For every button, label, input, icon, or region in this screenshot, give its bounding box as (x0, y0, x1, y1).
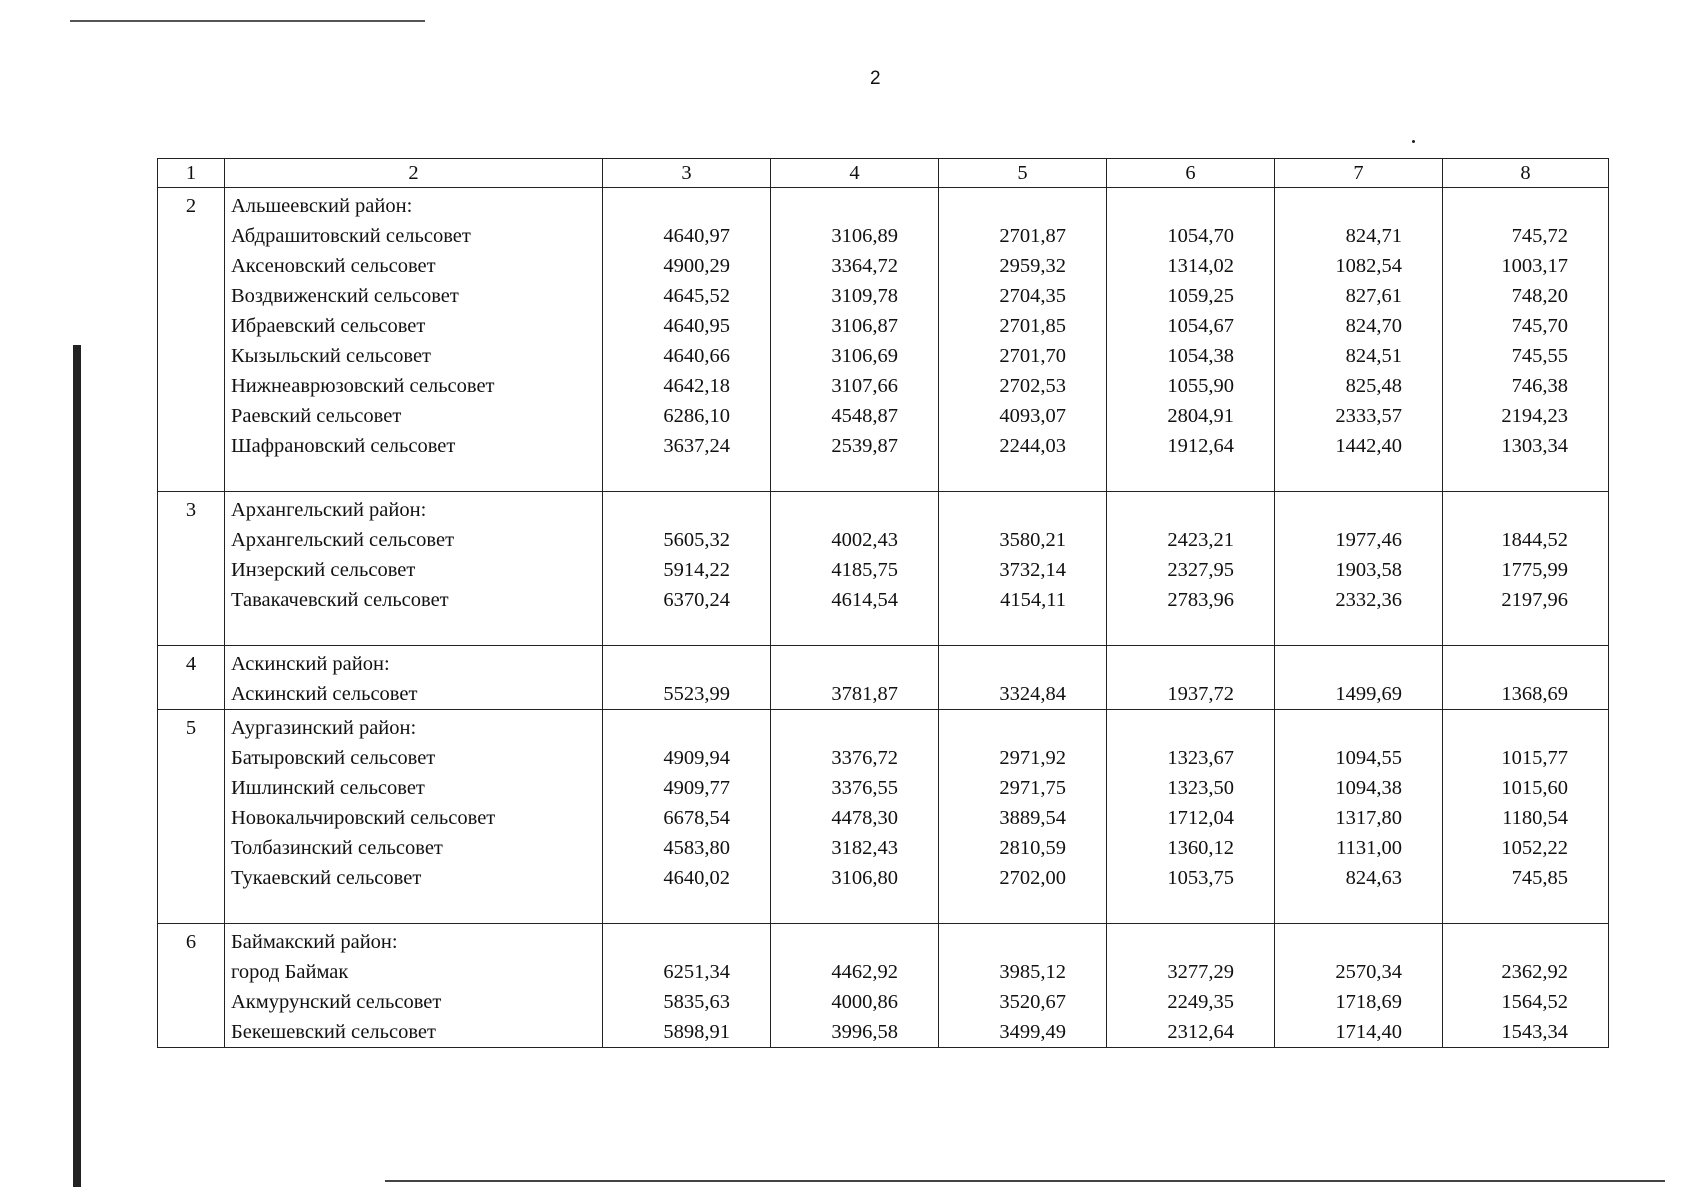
settlement-name: Ибраевский сельсовет (231, 315, 426, 337)
settlement-name: Толбазинский сельсовет (231, 837, 443, 859)
value-cell: 3520,67 (999, 991, 1066, 1013)
value-cell: 746,38 (1511, 375, 1568, 397)
value-cell: 4002,43 (831, 529, 898, 551)
value-cell: 1499,69 (1335, 683, 1402, 705)
value-cell: 1053,75 (1167, 867, 1234, 889)
value-cell: 1442,40 (1335, 435, 1402, 457)
value-cell: 745,70 (1511, 315, 1568, 337)
value-cell: 3106,87 (831, 315, 898, 337)
settlement-name: Ишлинский сельсовет (231, 777, 425, 799)
settlement-name: Бекешевский сельсовет (231, 1021, 436, 1043)
value-cell: 1775,99 (1501, 559, 1568, 581)
value-column-4-cell (771, 492, 939, 646)
value-column-8-cell (1443, 924, 1609, 1048)
settlement-name: Акмурунский сельсовет (231, 991, 442, 1013)
value-cell: 6678,54 (663, 807, 730, 829)
value-cell: 1059,25 (1167, 285, 1234, 307)
settlement-name: Батыровский сельсовет (231, 747, 436, 769)
value-cell: 825,48 (1345, 375, 1402, 397)
settlement-name: Новокальчировский сельсовет (231, 807, 496, 829)
value-column-6-cell (1107, 188, 1275, 492)
value-cell: 6370,24 (663, 589, 730, 611)
value-cell: 2701,87 (999, 225, 1066, 247)
value-cell: 3996,58 (831, 1021, 898, 1043)
data-table (157, 158, 1609, 1048)
value-cell: 2539,87 (831, 435, 898, 457)
value-column-6-cell (1107, 492, 1275, 646)
value-cell: 5523,99 (663, 683, 730, 705)
district-group-row (158, 492, 1609, 646)
value-cell: 3637,24 (663, 435, 730, 457)
value-column-6-cell (1107, 710, 1275, 924)
value-cell: 3182,43 (831, 837, 898, 859)
value-cell: 2327,95 (1167, 559, 1234, 581)
value-cell: 1714,40 (1335, 1021, 1402, 1043)
district-title: Архангельский район: (231, 499, 427, 521)
value-column-5-cell (939, 188, 1107, 492)
settlement-name: Кызыльский сельсовет (231, 345, 432, 367)
value-cell: 4154,11 (1000, 589, 1066, 611)
district-group-row (158, 710, 1609, 924)
value-cell: 4640,97 (663, 225, 730, 247)
settlement-name: Аскинский сельсовет (231, 683, 418, 705)
value-cell: 4900,29 (663, 255, 730, 277)
value-cell: 824,63 (1345, 867, 1402, 889)
value-cell: 2701,70 (999, 345, 1066, 367)
value-column-5-cell (939, 924, 1107, 1048)
value-cell: 4185,75 (831, 559, 898, 581)
value-cell: 5605,32 (663, 529, 730, 551)
value-cell: 2312,64 (1167, 1021, 1234, 1043)
value-cell: 2249,35 (1167, 991, 1234, 1013)
district-group-row (158, 188, 1609, 492)
value-cell: 1903,58 (1335, 559, 1402, 581)
header-row (158, 159, 1609, 188)
settlement-name: Раевский сельсовет (231, 405, 402, 427)
value-column-6-cell (1107, 646, 1275, 710)
value-cell: 4000,86 (831, 991, 898, 1013)
value-cell: 1094,55 (1335, 747, 1402, 769)
district-title: Альшеевский район: (231, 195, 413, 217)
header-cell: 7 (1275, 159, 1443, 188)
value-cell: 1912,64 (1167, 435, 1234, 457)
value-cell: 745,72 (1511, 225, 1568, 247)
value-cell: 1094,38 (1335, 777, 1402, 799)
value-cell: 4093,07 (999, 405, 1066, 427)
value-cell: 6251,34 (663, 961, 730, 983)
settlement-name: Архангельский сельсовет (231, 529, 455, 551)
value-cell: 1015,77 (1501, 747, 1568, 769)
value-cell: 5898,91 (663, 1021, 730, 1043)
value-cell: 4462,92 (831, 961, 898, 983)
scan-speck (1412, 140, 1415, 143)
value-cell: 4645,52 (663, 285, 730, 307)
value-cell: 4640,95 (663, 315, 730, 337)
settlement-name: Тавакачевский сельсовет (231, 589, 449, 611)
value-cell: 3376,55 (831, 777, 898, 799)
value-cell: 4583,80 (663, 837, 730, 859)
value-cell: 1003,17 (1501, 255, 1568, 277)
value-cell: 1323,67 (1167, 747, 1234, 769)
value-cell: 4614,54 (831, 589, 898, 611)
value-cell: 745,85 (1511, 867, 1568, 889)
value-column-8-cell (1443, 188, 1609, 492)
header-cell: 8 (1443, 159, 1609, 188)
value-cell: 824,70 (1345, 315, 1402, 337)
value-column-4-cell (771, 646, 939, 710)
value-column-7-cell (1275, 188, 1443, 492)
value-column-4-cell (771, 710, 939, 924)
value-column-5-cell (939, 710, 1107, 924)
value-column-3-cell (603, 492, 771, 646)
value-cell: 2783,96 (1167, 589, 1234, 611)
district-number: 3 (158, 492, 225, 646)
value-column-6-cell (1107, 924, 1275, 1048)
scan-border-bar-left (73, 345, 81, 1187)
value-cell: 2362,92 (1501, 961, 1568, 983)
value-cell: 1054,70 (1167, 225, 1234, 247)
value-column-3-cell (603, 646, 771, 710)
value-cell: 5835,63 (663, 991, 730, 1013)
value-cell: 2702,00 (999, 867, 1066, 889)
settlement-name: Тукаевский сельсовет (231, 867, 422, 889)
value-column-7-cell (1275, 646, 1443, 710)
value-cell: 3889,54 (999, 807, 1066, 829)
value-column-3-cell (603, 710, 771, 924)
value-cell: 4909,94 (663, 747, 730, 769)
value-cell: 3106,69 (831, 345, 898, 367)
value-cell: 2971,92 (999, 747, 1066, 769)
value-cell: 2244,03 (999, 435, 1066, 457)
value-cell: 748,20 (1511, 285, 1568, 307)
value-cell: 3107,66 (831, 375, 898, 397)
value-column-8-cell (1443, 710, 1609, 924)
value-cell: 1314,02 (1167, 255, 1234, 277)
value-cell: 1303,34 (1501, 435, 1568, 457)
value-cell: 1718,69 (1335, 991, 1402, 1013)
header-cell: 4 (771, 159, 939, 188)
settlement-name: Инзерский сельсовет (231, 559, 416, 581)
scan-border-line-bottom (385, 1180, 1665, 1182)
value-cell: 2971,75 (999, 777, 1066, 799)
settlement-name: Абдрашитовский сельсовет (231, 225, 471, 247)
value-cell: 2804,91 (1167, 405, 1234, 427)
value-cell: 3580,21 (999, 529, 1066, 551)
header-cell: 2 (225, 159, 603, 188)
settlement-name: город Баймак (231, 961, 349, 983)
district-names-cell (225, 188, 603, 492)
value-cell: 1360,12 (1167, 837, 1234, 859)
value-cell: 1055,90 (1167, 375, 1234, 397)
value-column-3-cell (603, 188, 771, 492)
district-title: Аургазинский район: (231, 717, 417, 739)
value-cell: 2194,23 (1501, 405, 1568, 427)
value-cell: 1844,52 (1501, 529, 1568, 551)
value-cell: 3781,87 (831, 683, 898, 705)
value-cell: 2704,35 (999, 285, 1066, 307)
value-column-4-cell (771, 924, 939, 1048)
value-cell: 1712,04 (1167, 807, 1234, 829)
district-names-cell (225, 924, 603, 1048)
value-cell: 2810,59 (999, 837, 1066, 859)
value-cell: 1082,54 (1335, 255, 1402, 277)
value-cell: 2333,57 (1335, 405, 1402, 427)
value-cell: 824,51 (1345, 345, 1402, 367)
value-cell: 1368,69 (1501, 683, 1568, 705)
settlement-name: Нижнеаврюзовский сельсовет (231, 375, 495, 397)
value-column-3-cell (603, 924, 771, 1048)
value-column-4-cell (771, 188, 939, 492)
value-cell: 4642,18 (663, 375, 730, 397)
value-cell: 1543,34 (1501, 1021, 1568, 1043)
district-group-row (158, 924, 1609, 1048)
value-cell: 3106,89 (831, 225, 898, 247)
value-column-7-cell (1275, 924, 1443, 1048)
value-column-5-cell (939, 646, 1107, 710)
value-cell: 2332,36 (1335, 589, 1402, 611)
settlement-name: Аксеновский сельсовет (231, 255, 436, 277)
district-title: Баймакский район: (231, 931, 398, 953)
scan-border-line-top (70, 20, 425, 22)
value-cell: 2570,34 (1335, 961, 1402, 983)
value-cell: 1054,38 (1167, 345, 1234, 367)
value-column-8-cell (1443, 492, 1609, 646)
header-cell: 3 (603, 159, 771, 188)
value-cell: 1317,80 (1335, 807, 1402, 829)
district-number: 4 (158, 646, 225, 710)
value-column-7-cell (1275, 492, 1443, 646)
value-cell: 6286,10 (663, 405, 730, 427)
district-number: 6 (158, 924, 225, 1048)
value-cell: 1015,60 (1501, 777, 1568, 799)
value-cell: 2702,53 (999, 375, 1066, 397)
header-cell: 1 (158, 159, 225, 188)
value-cell: 1977,46 (1335, 529, 1402, 551)
value-cell: 1564,52 (1501, 991, 1568, 1013)
settlement-name: Шафрановский сельсовет (231, 435, 456, 457)
value-cell: 3106,80 (831, 867, 898, 889)
value-cell: 4640,66 (663, 345, 730, 367)
value-cell: 5914,22 (663, 559, 730, 581)
value-cell: 1937,72 (1167, 683, 1234, 705)
value-cell: 3109,78 (831, 285, 898, 307)
value-cell: 3364,72 (831, 255, 898, 277)
district-number: 2 (158, 188, 225, 492)
header-cell: 5 (939, 159, 1107, 188)
district-title: Аскинский район: (231, 653, 390, 675)
value-cell: 4478,30 (831, 807, 898, 829)
value-cell: 4548,87 (831, 405, 898, 427)
settlement-name: Воздвиженский сельсовет (231, 285, 459, 307)
value-cell: 3732,14 (999, 559, 1066, 581)
value-column-5-cell (939, 492, 1107, 646)
value-cell: 2701,85 (999, 315, 1066, 337)
value-cell: 827,61 (1345, 285, 1402, 307)
value-cell: 3985,12 (999, 961, 1066, 983)
value-cell: 745,55 (1511, 345, 1568, 367)
value-cell: 1131,00 (1336, 837, 1402, 859)
value-cell: 1054,67 (1167, 315, 1234, 337)
value-cell: 2197,96 (1501, 589, 1568, 611)
table-body (158, 159, 1609, 1048)
district-group-row (158, 646, 1609, 710)
value-cell: 3324,84 (999, 683, 1066, 705)
value-cell: 3277,29 (1167, 961, 1234, 983)
district-names-cell (225, 710, 603, 924)
header-cell: 6 (1107, 159, 1275, 188)
value-cell: 4640,02 (663, 867, 730, 889)
value-cell: 4909,77 (663, 777, 730, 799)
value-cell: 2959,32 (999, 255, 1066, 277)
value-cell: 824,71 (1345, 225, 1402, 247)
value-cell: 1180,54 (1502, 807, 1568, 829)
district-number: 5 (158, 710, 225, 924)
value-column-7-cell (1275, 710, 1443, 924)
page-number: 2 (870, 68, 881, 89)
value-cell: 1323,50 (1167, 777, 1234, 799)
value-cell: 3499,49 (999, 1021, 1066, 1043)
district-names-cell (225, 492, 603, 646)
district-names-cell (225, 646, 603, 710)
value-column-8-cell (1443, 646, 1609, 710)
value-cell: 1052,22 (1501, 837, 1568, 859)
value-cell: 2423,21 (1167, 529, 1234, 551)
value-cell: 3376,72 (831, 747, 898, 769)
